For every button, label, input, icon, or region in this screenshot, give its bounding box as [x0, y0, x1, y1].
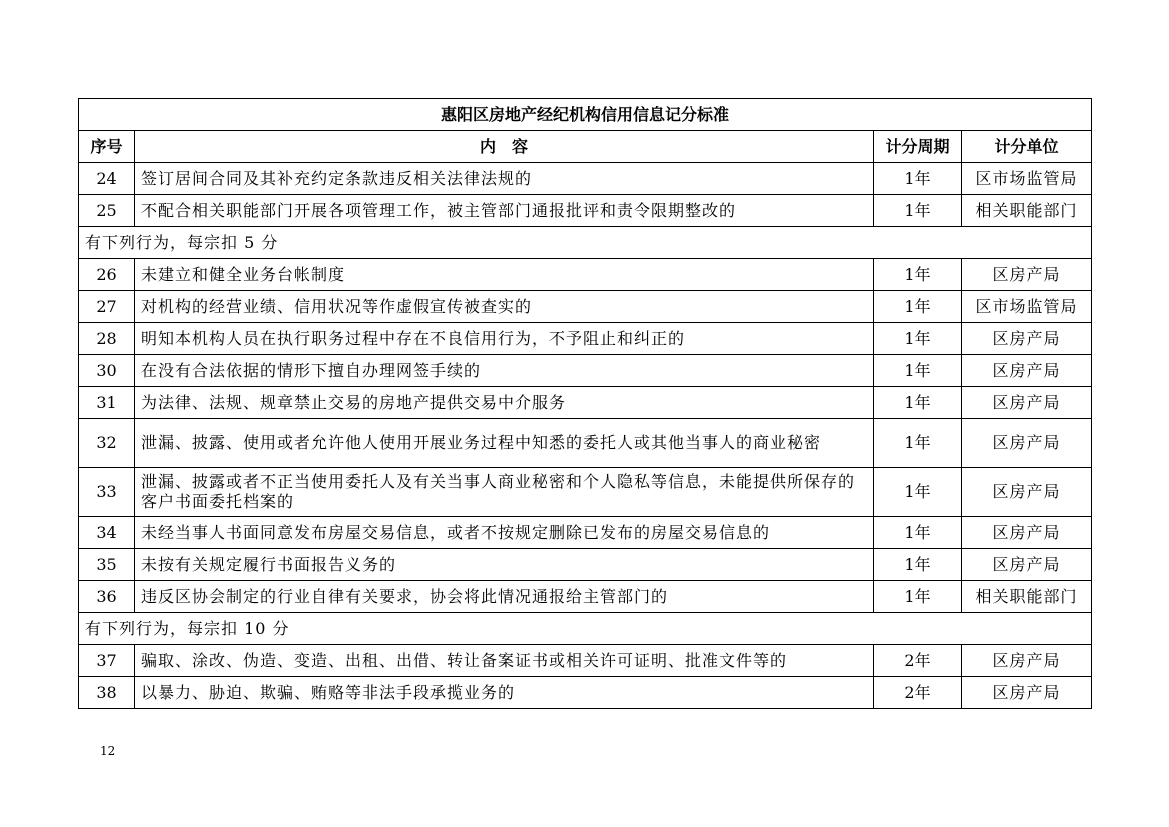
table-body: [79, 163, 1092, 709]
row-content: 签订居间合同及其补充约定条款违反相关法律法规的: [135, 163, 874, 195]
header-content: 内 容: [135, 131, 874, 163]
header-seq: 序号: [79, 131, 135, 163]
row-unit: 区房产局: [962, 387, 1092, 419]
row-content: 违反区协会制定的行业自律有关要求，协会将此情况通报给主管部门的: [135, 581, 874, 613]
row-content: 明知本机构人员在执行职务过程中存在不良信用行为，不予阻止和纠正的: [135, 323, 874, 355]
table-row: [79, 581, 1092, 613]
row-content: 未经当事人书面同意发布房屋交易信息，或者不按规定删除已发布的房屋交易信息的: [135, 517, 874, 549]
row-seq: 25: [79, 195, 135, 227]
row-period: 1年: [874, 163, 962, 195]
table-row: [79, 468, 1092, 517]
row-period: 1年: [874, 355, 962, 387]
row-content: 泄漏、披露、使用或者允许他人使用开展业务过程中知悉的委托人或其他当事人的商业秘密: [135, 419, 874, 468]
row-unit: 区房产局: [962, 259, 1092, 291]
row-unit: 区房产局: [962, 549, 1092, 581]
row-content: 为法律、法规、规章禁止交易的房地产提供交易中介服务: [135, 387, 874, 419]
section-label: 有下列行为，每宗扣 5 分: [79, 227, 1092, 259]
row-content: 未建立和健全业务台帐制度: [135, 259, 874, 291]
row-unit: 区房产局: [962, 355, 1092, 387]
row-seq: 36: [79, 581, 135, 613]
row-period: 2年: [874, 645, 962, 677]
row-unit: 区市场监管局: [962, 163, 1092, 195]
row-period: 1年: [874, 387, 962, 419]
row-seq: 37: [79, 645, 135, 677]
table-row: [79, 419, 1092, 468]
table-row: [79, 387, 1092, 419]
row-unit: 相关职能部门: [962, 581, 1092, 613]
scoring-standard-table: [78, 98, 1092, 709]
section-row: [79, 613, 1092, 645]
table-row: [79, 323, 1092, 355]
section-label: 有下列行为，每宗扣 10 分: [79, 613, 1092, 645]
table-row: [79, 195, 1092, 227]
row-content: 不配合相关职能部门开展各项管理工作，被主管部门通报批评和责令限期整改的: [135, 195, 874, 227]
table-row: [79, 259, 1092, 291]
row-unit: 区房产局: [962, 517, 1092, 549]
row-seq: 35: [79, 549, 135, 581]
row-period: 1年: [874, 259, 962, 291]
table-row: [79, 645, 1092, 677]
row-seq: 30: [79, 355, 135, 387]
row-period: 1年: [874, 195, 962, 227]
row-seq: 34: [79, 517, 135, 549]
row-seq: 33: [79, 468, 135, 517]
row-period: 1年: [874, 419, 962, 468]
row-period: 1年: [874, 468, 962, 517]
row-seq: 32: [79, 419, 135, 468]
title-row: [79, 99, 1092, 131]
row-unit: 区市场监管局: [962, 291, 1092, 323]
table-row: [79, 517, 1092, 549]
header-row: [79, 131, 1092, 163]
header-period: 计分周期: [874, 131, 962, 163]
row-period: 1年: [874, 549, 962, 581]
table-row: [79, 291, 1092, 323]
row-seq: 24: [79, 163, 135, 195]
row-seq: 26: [79, 259, 135, 291]
header-unit: 计分单位: [962, 131, 1092, 163]
row-content: 对机构的经营业绩、信用状况等作虚假宣传被查实的: [135, 291, 874, 323]
row-period: 2年: [874, 677, 962, 709]
row-unit: 区房产局: [962, 468, 1092, 517]
row-content: 以暴力、胁迫、欺骗、贿赂等非法手段承揽业务的: [135, 677, 874, 709]
row-content: 在没有合法依据的情形下擅自办理网签手续的: [135, 355, 874, 387]
row-period: 1年: [874, 323, 962, 355]
table-row: [79, 163, 1092, 195]
row-unit: 区房产局: [962, 645, 1092, 677]
row-content: 未按有关规定履行书面报告义务的: [135, 549, 874, 581]
row-seq: 28: [79, 323, 135, 355]
row-content: 骗取、涂改、伪造、变造、出租、出借、转让备案证书或相关许可证明、批准文件等的: [135, 645, 874, 677]
row-seq: 31: [79, 387, 135, 419]
row-seq: 38: [79, 677, 135, 709]
row-unit: 区房产局: [962, 323, 1092, 355]
row-period: 1年: [874, 291, 962, 323]
section-row: [79, 227, 1092, 259]
row-period: 1年: [874, 581, 962, 613]
row-unit: 相关职能部门: [962, 195, 1092, 227]
table-row: [79, 355, 1092, 387]
row-period: 1年: [874, 517, 962, 549]
table-row: [79, 549, 1092, 581]
page-number: 12: [100, 744, 116, 758]
table-title: 惠阳区房地产经纪机构信用信息记分标准: [79, 99, 1092, 131]
table-row: [79, 677, 1092, 709]
row-unit: 区房产局: [962, 419, 1092, 468]
row-content: 泄漏、披露或者不正当使用委托人及有关当事人商业秘密和个人隐私等信息，未能提供所保存的客户书面委托档案的: [135, 468, 874, 517]
row-seq: 27: [79, 291, 135, 323]
row-unit: 区房产局: [962, 677, 1092, 709]
